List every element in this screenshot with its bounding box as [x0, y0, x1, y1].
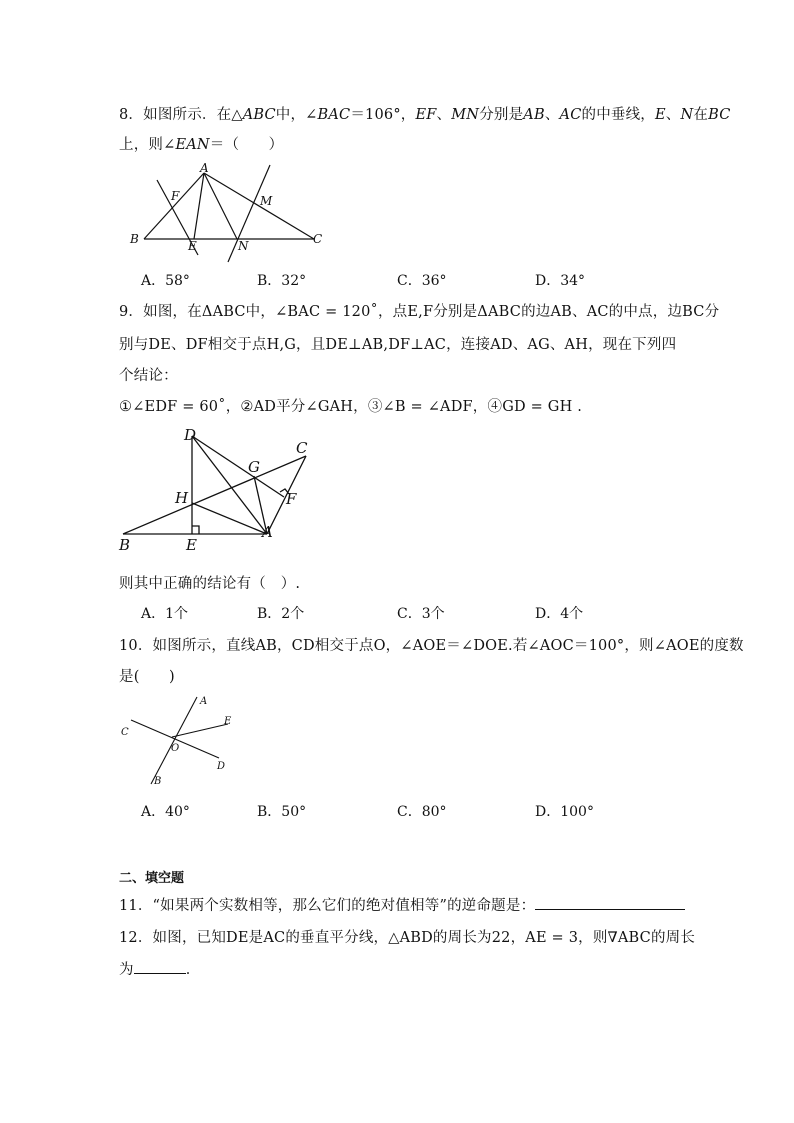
q8-label-A: A — [200, 161, 209, 175]
q10-label-B: B — [154, 776, 162, 787]
q10-option-d: D．100° — [535, 804, 594, 820]
q8-figure — [120, 158, 335, 263]
q10-figure — [115, 690, 240, 790]
q9-label-A: A — [262, 523, 273, 541]
q9-label-F: F — [286, 490, 297, 508]
q9-question: 则其中正确的结论有（ ）. — [119, 576, 301, 592]
q9-line3: 个结论： — [119, 368, 178, 384]
q8-option-a: A．58° — [141, 273, 190, 289]
q8-line2: 上，则∠EAN＝（ ） — [119, 137, 284, 153]
q12-answer-blank[interactable] — [134, 959, 186, 974]
q10-line2: 是( ) — [119, 669, 175, 685]
q8-option-b: B．32° — [257, 273, 307, 289]
q8-line1: 8．如图所示．在△ABC中，∠BAC＝106°，EF、MN分别是AB、AC的中垂线，E、N在BC — [119, 107, 731, 123]
q10-label-D: D — [217, 761, 226, 772]
q9-option-b: B．2个 — [257, 606, 305, 622]
q8-label-F: F — [171, 189, 180, 203]
q8-option-c: C．36° — [397, 273, 447, 289]
q9-line1: 9．如图，在ΔABC中，∠BAC = 120˚，点E,F分别是ΔABC的边AB、AC的中点，边BC分 — [119, 304, 720, 320]
q9-option-c: C．3个 — [397, 606, 445, 622]
q11-answer-blank[interactable] — [535, 895, 685, 910]
q12-line1: 12．如图，已知DE是AC的垂直平分线，△ABD的周长为22，AE = 3，则∇ABC的周长 — [119, 930, 696, 946]
q12-line2: 为 ． — [119, 958, 200, 979]
q10-option-b: B．50° — [257, 804, 307, 820]
q10-line1: 10．如图所示，直线AB，CD相交于点O，∠AOE＝∠DOE.若∠AOC＝100°，则∠AOE的度数 — [119, 638, 744, 654]
q10-option-c: C．80° — [397, 804, 447, 820]
q8-option-d: D．34° — [535, 273, 586, 289]
q10-label-E: E — [224, 716, 232, 727]
q9-label-E: E — [186, 536, 197, 554]
q9-line2: 别与DE、DF相交于点H,G，且DE⊥AB,DF⊥AC，连接AD、AG、AH，现在下列四 — [119, 337, 677, 353]
q11: 11．“如果两个实数相等，那么它们的绝对值相等”的逆命题是： — [119, 894, 685, 915]
q9-option-a: A．1个 — [141, 606, 189, 622]
q9-label-C: C — [296, 439, 308, 457]
q8-label-E: E — [188, 239, 197, 253]
q9-figure — [115, 422, 320, 557]
q9-label-G: G — [248, 458, 260, 476]
q10-option-a: A．40° — [141, 804, 190, 820]
q9-option-d: D．4个 — [535, 606, 584, 622]
q8-label-N: N — [238, 239, 249, 253]
q9-line4: ①∠EDF = 60˚，②AD平分∠GAH，③∠B = ∠ADF，④GD = GH . — [119, 399, 583, 415]
section-title: 二、填空题 — [119, 871, 185, 886]
q10-label-A: A — [200, 696, 208, 707]
q9-label-H: H — [175, 489, 189, 507]
q9-label-B: B — [119, 536, 131, 554]
q10-label-C: C — [121, 727, 129, 738]
q8-label-M: M — [260, 194, 273, 208]
q9-label-D: D — [184, 426, 197, 444]
q8-label-B: B — [130, 232, 139, 246]
q10-label-O: O — [171, 743, 180, 754]
q8-label-C: C — [313, 232, 323, 246]
